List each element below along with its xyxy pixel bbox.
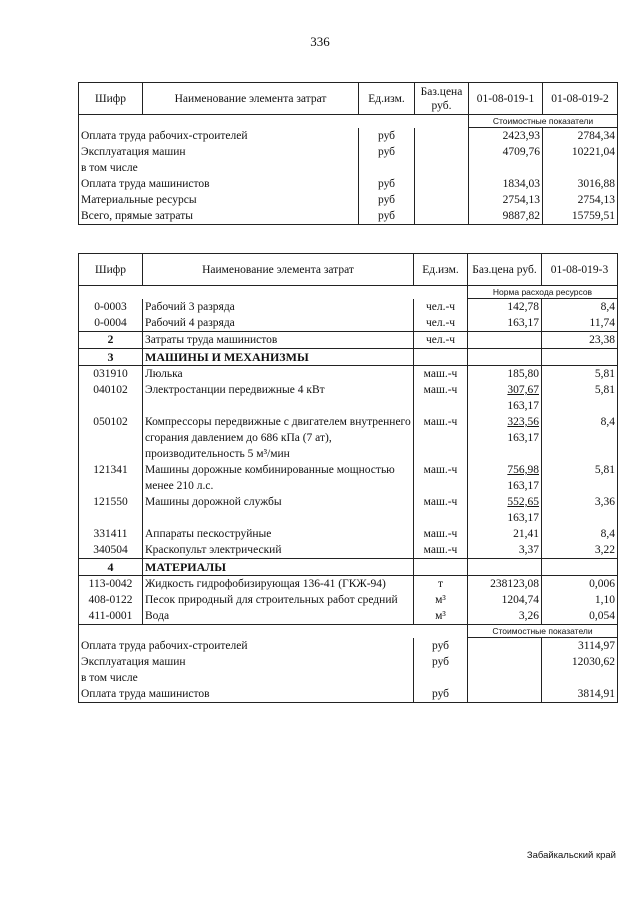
row-value-019-2: 10221,04 [543, 144, 618, 160]
row-base-price [468, 638, 542, 655]
row-norm-value: 11,74 [542, 315, 618, 332]
row-unit: маш.-ч [414, 494, 468, 526]
row-name: Эксплуатация машин [79, 654, 414, 670]
page-number: 336 [310, 34, 330, 49]
row-unit: маш.-ч [414, 462, 468, 494]
row-name: Аппараты пескоструйные [143, 526, 414, 542]
row-name: Оплата труда машинистов [79, 176, 359, 192]
row-value-019-3: 12030,62 [542, 654, 618, 670]
row-base-price [415, 176, 469, 192]
row-name: Электростанции передвижные 4 кВт [143, 382, 414, 414]
row-unit: м³ [414, 592, 468, 608]
header-code: Шифр [79, 83, 143, 115]
row-base-price [468, 654, 542, 670]
row-unit: руб [414, 638, 468, 655]
row-base-price: 3,26 [468, 608, 542, 625]
row-name: Компрессоры передвижные с двигателем внутреннего сгорания давлением до 686 кПа (7 ат), производительность 5 м³/мин [143, 414, 414, 462]
row-unit: маш.-ч [414, 382, 468, 414]
row-norm-value: 1,10 [542, 592, 618, 608]
row-code: 331411 [79, 526, 143, 542]
row-base-price: 3,37 [468, 542, 542, 559]
row-name: Люлька [143, 366, 414, 383]
subheader-spacer [79, 115, 469, 128]
row-code: 040102 [79, 382, 143, 414]
table-row [79, 192, 618, 208]
row-code: 4 [79, 559, 143, 576]
row-name: Всего, прямые затраты [79, 208, 359, 225]
row-norm-value: 8,4 [542, 526, 618, 542]
row-base-price [468, 462, 542, 494]
price-operator: 163,17 [507, 512, 539, 524]
row-unit: руб [359, 144, 415, 160]
price-operator: 163,17 [507, 400, 539, 412]
row-base-price [415, 144, 469, 160]
row-unit: чел.-ч [414, 315, 468, 332]
row-unit: чел.-ч [414, 299, 468, 316]
row-base-price [468, 670, 542, 686]
table-row [79, 608, 618, 625]
price-machine: 756,98 [507, 464, 539, 476]
row-unit: маш.-ч [414, 542, 468, 559]
row-name: Вода [143, 608, 414, 625]
row-name: в том числе [79, 670, 414, 686]
row-unit: м³ [414, 608, 468, 625]
row-code: 0-0004 [79, 315, 143, 332]
row-base-price: 142,78 [468, 299, 542, 316]
row-norm-value: 5,81 [542, 462, 618, 494]
row-base-price: 21,41 [468, 526, 542, 542]
row-unit: руб [414, 654, 468, 670]
row-name: Материальные ресурсы [79, 192, 359, 208]
header-col-019-3: 01-08-019-3 [542, 254, 618, 286]
price-machine: 307,67 [507, 384, 539, 396]
row-base-price [468, 494, 542, 526]
row-unit: маш.-ч [414, 414, 468, 462]
row-value-019-1: 2754,13 [469, 192, 543, 208]
row-norm-value [542, 349, 618, 366]
header-unit: Ед.изм. [414, 254, 468, 286]
row-base-price: 185,80 [468, 366, 542, 383]
row-norm-value: 0,054 [542, 608, 618, 625]
table-row [79, 128, 618, 145]
subheader-norm-label: Норма расхода ресурсов [468, 286, 618, 299]
table-row [79, 576, 618, 593]
subheader-cost-label: Стоимостные показатели [468, 625, 618, 638]
header-col-019-1: 01-08-019-1 [469, 83, 543, 115]
row-norm-value [542, 559, 618, 576]
row-unit: чел.-ч [414, 332, 468, 349]
row-code: 411-0001 [79, 608, 143, 625]
table-header-row [79, 83, 618, 115]
header-unit: Ед.изм. [359, 83, 415, 115]
row-code: 050102 [79, 414, 143, 462]
row-name: Оплата труда машинистов [79, 686, 414, 703]
row-code: 2 [79, 332, 143, 349]
row-name: Машины дорожные комбинированные мощностью менее 210 л.с. [143, 462, 414, 494]
row-base-price [468, 349, 542, 366]
row-base-price: 163,17 [468, 315, 542, 332]
row-unit: маш.-ч [414, 366, 468, 383]
row-name: Жидкость гидрофобизирующая 136-41 (ГКЖ-94) [143, 576, 414, 593]
row-base-price [468, 686, 542, 703]
table-row [79, 559, 618, 576]
row-code: 121550 [79, 494, 143, 526]
row-norm-value: 5,81 [542, 366, 618, 383]
row-value-019-3: 3114,97 [542, 638, 618, 655]
row-value-019-3 [542, 670, 618, 686]
subheader-spacer [79, 286, 468, 299]
row-name: Рабочий 3 разряда [143, 299, 414, 316]
table-row [79, 638, 618, 655]
region-footer: Забайкальский край [526, 850, 616, 861]
price-machine: 552,65 [507, 496, 539, 508]
row-code: 121341 [79, 462, 143, 494]
row-unit: руб [359, 128, 415, 145]
cost-summary-table [78, 82, 618, 225]
header-name: Наименование элемента затрат [143, 254, 414, 286]
table-row [79, 144, 618, 160]
row-norm-value: 8,4 [542, 299, 618, 316]
row-name: в том числе [79, 160, 359, 176]
row-base-price [415, 160, 469, 176]
subheader-spacer [79, 625, 468, 638]
row-unit [359, 160, 415, 176]
row-value-019-1: 2423,93 [469, 128, 543, 145]
row-unit: т [414, 576, 468, 593]
row-value-019-2: 15759,51 [543, 208, 618, 225]
table-row [79, 494, 618, 526]
row-base-price [468, 382, 542, 414]
table-row [79, 332, 618, 349]
header-base-price: Баз.цена руб. [415, 83, 469, 115]
header-code: Шифр [79, 254, 143, 286]
row-unit: руб [414, 686, 468, 703]
subheader-cost-label: Стоимостные показатели [469, 115, 618, 128]
row-code: 113-0042 [79, 576, 143, 593]
table-row [79, 670, 618, 686]
row-unit [414, 349, 468, 366]
row-name: Эксплуатация машин [79, 144, 359, 160]
table-row [79, 299, 618, 316]
subheader-row [79, 625, 618, 638]
row-value-019-2: 3016,88 [543, 176, 618, 192]
subheader-row [79, 286, 618, 299]
row-name: Оплата труда рабочих-строителей [79, 128, 359, 145]
row-unit: руб [359, 192, 415, 208]
row-name: Затраты труда машинистов [143, 332, 414, 349]
row-value-019-1: 9887,82 [469, 208, 543, 225]
row-base-price [468, 414, 542, 462]
table-row [79, 542, 618, 559]
section-title: МАТЕРИАЛЫ [143, 559, 414, 576]
row-value-019-3: 3814,91 [542, 686, 618, 703]
table-row [79, 462, 618, 494]
subheader-row [79, 115, 618, 128]
row-name: Машины дорожной службы [143, 494, 414, 526]
table-row [79, 208, 618, 225]
row-value-019-1: 4709,76 [469, 144, 543, 160]
row-norm-value: 23,38 [542, 332, 618, 349]
section-title: МАШИНЫ И МЕХАНИЗМЫ [143, 349, 414, 366]
table-header-row [79, 254, 618, 286]
row-value-019-2: 2754,13 [543, 192, 618, 208]
row-base-price: 238123,08 [468, 576, 542, 593]
row-code: 3 [79, 349, 143, 366]
table-row [79, 686, 618, 703]
row-code: 340504 [79, 542, 143, 559]
row-value-019-2: 2784,34 [543, 128, 618, 145]
header-base-price: Баз.цена руб. [468, 254, 542, 286]
row-unit [414, 670, 468, 686]
row-name: Оплата труда рабочих-строителей [79, 638, 414, 655]
price-operator: 163,17 [507, 480, 539, 492]
price-operator: 163,17 [507, 432, 539, 444]
row-base-price [415, 192, 469, 208]
table-row [79, 592, 618, 608]
row-base-price [415, 208, 469, 225]
table-row [79, 414, 618, 462]
table-row [79, 366, 618, 383]
row-name: Рабочий 4 разряда [143, 315, 414, 332]
row-norm-value: 3,36 [542, 494, 618, 526]
row-base-price: 1204,74 [468, 592, 542, 608]
row-unit: маш.-ч [414, 526, 468, 542]
table-row [79, 382, 618, 414]
row-name: Краскопульт электрический [143, 542, 414, 559]
row-unit [414, 559, 468, 576]
row-norm-value: 3,22 [542, 542, 618, 559]
row-code: 0-0003 [79, 299, 143, 316]
row-norm-value: 8,4 [542, 414, 618, 462]
resource-norm-table [78, 253, 618, 703]
row-code: 031910 [79, 366, 143, 383]
row-value-019-1: 1834,03 [469, 176, 543, 192]
header-col-019-2: 01-08-019-2 [543, 83, 618, 115]
table-row [79, 160, 618, 176]
row-base-price [415, 128, 469, 145]
row-name: Песок природный для строительных работ средний [143, 592, 414, 608]
row-value-019-1 [469, 160, 543, 176]
table-row [79, 526, 618, 542]
row-norm-value: 0,006 [542, 576, 618, 593]
row-norm-value: 5,81 [542, 382, 618, 414]
row-base-price [468, 559, 542, 576]
table-row [79, 654, 618, 670]
row-code: 408-0122 [79, 592, 143, 608]
row-base-price [468, 332, 542, 349]
header-name: Наименование элемента затрат [143, 83, 359, 115]
price-machine: 323,56 [507, 416, 539, 428]
row-unit: руб [359, 208, 415, 225]
table-row [79, 176, 618, 192]
row-value-019-2 [543, 160, 618, 176]
table-row [79, 315, 618, 332]
row-unit: руб [359, 176, 415, 192]
table-row [79, 349, 618, 366]
